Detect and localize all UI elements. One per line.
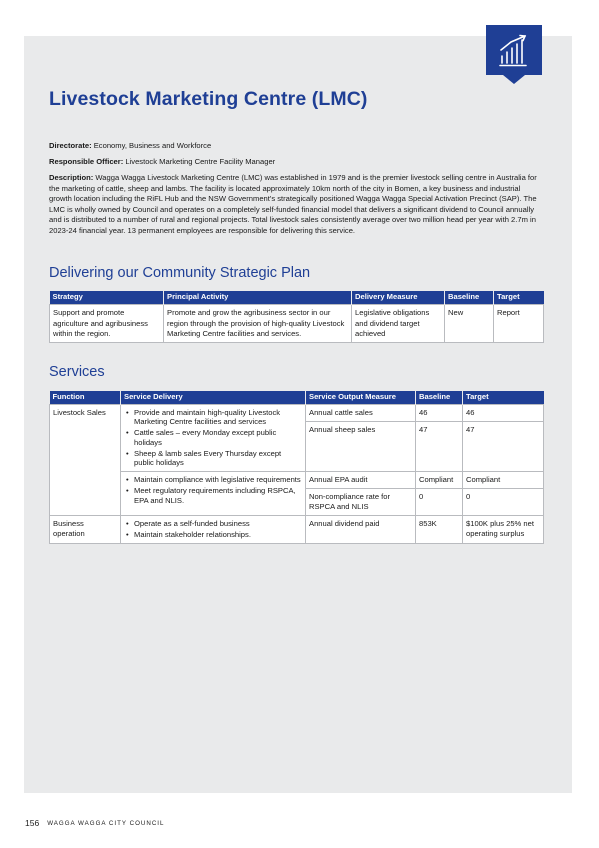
officer-value: Livestock Marketing Centre Facility Manager bbox=[123, 157, 276, 166]
table-row bbox=[50, 472, 544, 489]
service-delivery-list bbox=[124, 519, 302, 539]
services-header-row bbox=[50, 391, 544, 405]
directorate-value: Economy, Business and Workforce bbox=[91, 141, 212, 150]
bar-chart-growth-icon bbox=[499, 33, 529, 67]
target-cell: $100K plus 25% net operating surplus bbox=[463, 515, 544, 543]
target-cell: Report bbox=[494, 305, 544, 343]
function-cell: Business operation bbox=[50, 515, 121, 543]
col-header-function: Function bbox=[50, 391, 121, 405]
target-cell: Compliant bbox=[463, 472, 544, 489]
table-row bbox=[50, 515, 544, 543]
col-header-service-output-measure: Service Output Measure bbox=[306, 391, 416, 405]
list-item: • Provide and maintain high-quality Livestock Marketing Centre facilities and services bbox=[134, 408, 302, 426]
col-header-baseline: Baseline bbox=[416, 391, 463, 405]
measure-cell: Annual cattle sales bbox=[306, 405, 416, 422]
col-header-target: Target bbox=[494, 291, 544, 305]
organisation-name: WAGGA WAGGA CITY COUNCIL bbox=[47, 820, 165, 827]
officer-label: Responsible Officer: bbox=[49, 157, 124, 166]
badge-pointer bbox=[503, 75, 525, 84]
col-header-service-delivery: Service Delivery bbox=[121, 391, 306, 405]
baseline-cell: New bbox=[445, 305, 494, 343]
list-item: • Operate as a self-funded business bbox=[134, 519, 302, 528]
list-item: • Maintain stakeholder relationships. bbox=[134, 530, 302, 539]
measure-cell: Annual EPA audit bbox=[306, 472, 416, 489]
description-paragraph bbox=[49, 173, 543, 237]
col-header-baseline: Baseline bbox=[445, 291, 494, 305]
csp-heading: Delivering our Community Strategic Plan bbox=[49, 265, 311, 281]
list-item: • Maintain compliance with legislative requirements bbox=[134, 475, 302, 484]
col-header-delivery-measure: Delivery Measure bbox=[352, 291, 445, 305]
target-cell: 47 bbox=[463, 422, 544, 472]
list-item: • Sheep & lamb sales Every Thursday except public holidays bbox=[134, 449, 302, 467]
services-heading: Services bbox=[49, 364, 105, 380]
service-delivery-cell bbox=[121, 472, 306, 516]
measure-cell: Non-compliance rate for RSPCA and NLIS bbox=[306, 488, 416, 515]
table-row bbox=[50, 305, 544, 343]
page-footer bbox=[25, 818, 164, 828]
description-label: Description: bbox=[49, 173, 94, 182]
baseline-cell: 853K bbox=[416, 515, 463, 543]
col-header-target: Target bbox=[463, 391, 544, 405]
baseline-cell: 46 bbox=[416, 405, 463, 422]
delivery-measure-cell: Legislative obligations and dividend target achieved bbox=[352, 305, 445, 343]
page-number: 156 bbox=[25, 818, 40, 828]
page-title: Livestock Marketing Centre (LMC) bbox=[49, 88, 368, 110]
measure-cell: Annual sheep sales bbox=[306, 422, 416, 472]
officer-line bbox=[49, 157, 543, 168]
section-badge bbox=[486, 25, 542, 75]
strategy-cell: Support and promote agriculture and agribusiness within the region. bbox=[50, 305, 164, 343]
csp-table bbox=[49, 291, 544, 343]
target-cell: 0 bbox=[463, 488, 544, 515]
service-delivery-list bbox=[124, 475, 302, 505]
services-table bbox=[49, 391, 544, 544]
csp-header-row bbox=[50, 291, 544, 305]
col-header-strategy: Strategy bbox=[50, 291, 164, 305]
principal-activity-cell: Promote and grow the agribusiness sector in our region through the provision of high-quality Livestock Marketing Centre facilities and services. bbox=[164, 305, 352, 343]
service-delivery-cell bbox=[121, 515, 306, 543]
baseline-cell: Compliant bbox=[416, 472, 463, 489]
directorate-line bbox=[49, 141, 543, 152]
directorate-label: Directorate: bbox=[49, 141, 92, 150]
service-delivery-list bbox=[124, 408, 302, 467]
service-delivery-cell bbox=[121, 405, 306, 472]
col-header-principal-activity: Principal Activity bbox=[164, 291, 352, 305]
list-item: • Cattle sales – every Monday except public holidays bbox=[134, 428, 302, 446]
measure-cell: Annual dividend paid bbox=[306, 515, 416, 543]
list-item: • Meet regulatory requirements including RSPCA, EPA and NLIS. bbox=[134, 486, 302, 504]
baseline-cell: 0 bbox=[416, 488, 463, 515]
target-cell: 46 bbox=[463, 405, 544, 422]
baseline-cell: 47 bbox=[416, 422, 463, 472]
description-text: Wagga Wagga Livestock Marketing Centre (LMC) was established in 1979 and is the premier livestock selling centre in Australia for the marketing of cattle, sheep and lambs. The facility is located approximately 10km north of the city in Bomen, a key business and industrial growth location including the RiFL Hub and the NSW Government's strategically positioned Wagga Wagga Special Activation Precinct (SAP). The LMC is wholly owned by Council and operates on a completely self-funded financial model that delivers a significant dividend to Council annually and is distributed to a number of rural and regional projects. Total livestock sales consistently average over two million head per year with 2.7m in 2023-24 financial year. 13 permanent employees are responsible for delivering this service. bbox=[49, 173, 537, 235]
table-row bbox=[50, 405, 544, 422]
function-cell: Livestock Sales bbox=[50, 405, 121, 516]
